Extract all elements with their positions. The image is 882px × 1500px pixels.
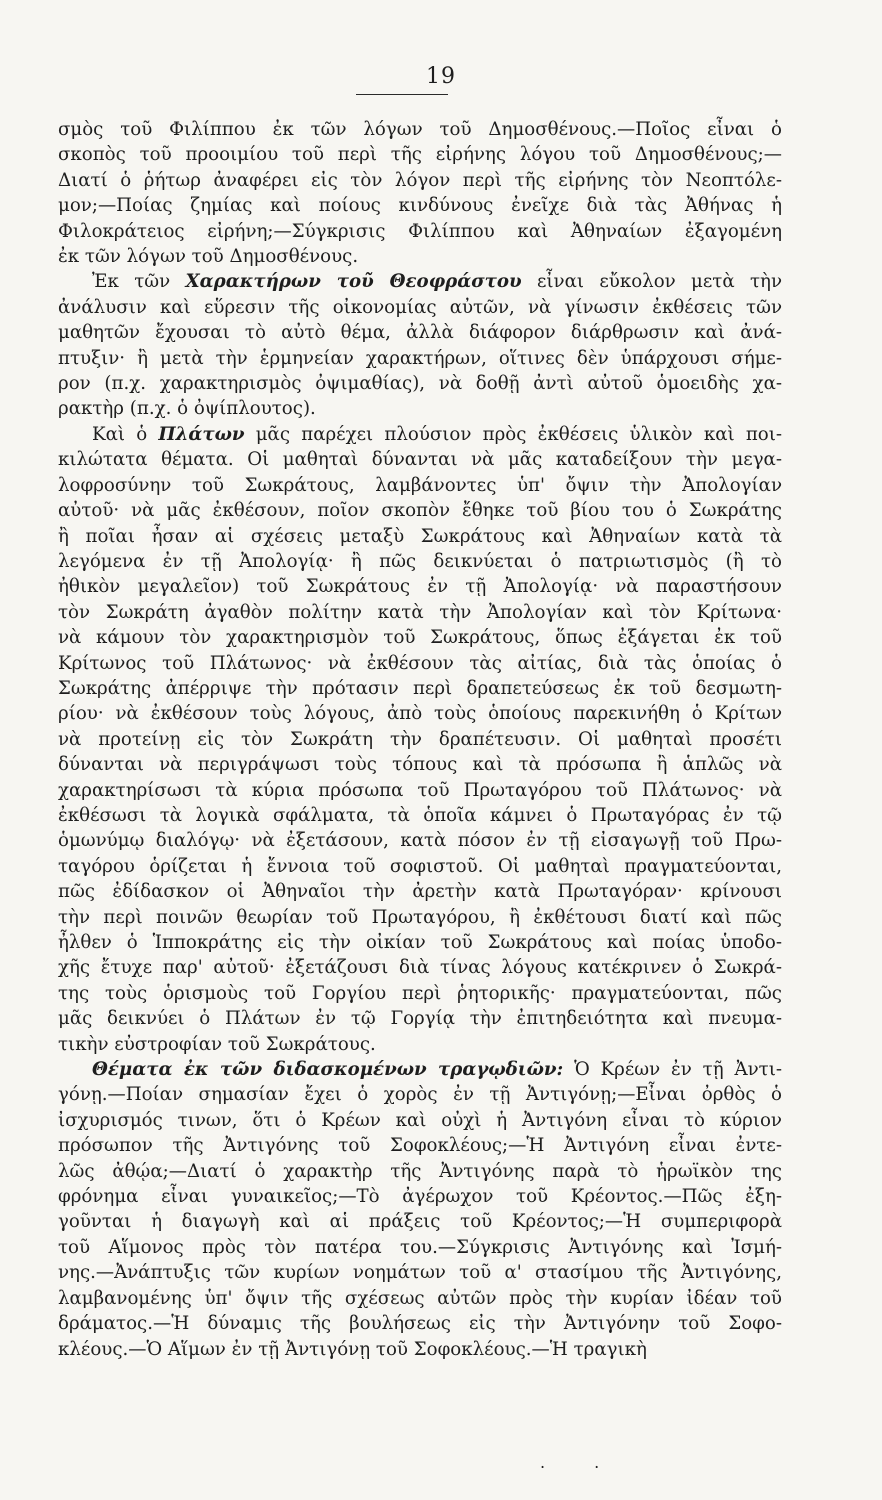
text-segment: της τοὺς ὁρισμοὺς τοῦ Γοργίου περὶ ῥητορικῆς· πραγματεύονται, πῶς bbox=[58, 982, 782, 1004]
paragraph-p2 bbox=[58, 269, 782, 421]
text-segment: αὐτοῦ· νὰ μᾶς ἐκθέσουν, ποῖον σκοπὸν ἔθηκε τοῦ βίου του ὁ Σωκράτης bbox=[58, 500, 782, 522]
text-segment: ταγόρου ὁρίζεται ἡ ἔννοια τοῦ σοφιστοῦ. Οἱ μαθηταὶ πραγματεύονται, bbox=[58, 855, 782, 877]
stray-marks: . . bbox=[540, 1453, 622, 1472]
text-segment: ἢ ποῖαι ἦσαν αἱ σχέσεις μεταξὺ Σωκράτους καὶ Ἀθηναίων κατὰ τὰ bbox=[58, 525, 782, 547]
text-line bbox=[58, 1082, 782, 1107]
text-line bbox=[58, 1311, 782, 1336]
text-segment: ἠθικὸν μεγαλεῖον) τοῦ Σωκράτους ἐν τῇ Ἀπολογίᾳ· νὰ παραστήσουν bbox=[58, 576, 782, 598]
text-segment: τὴν περὶ ποινῶν θεωρίαν τοῦ Πρωταγόρου, ἢ ἐκθέτουσι διατί καὶ πῶς bbox=[58, 906, 782, 928]
text-segment: κιλώτατα θέματα. Οἱ μαθηταὶ δύνανται νὰ μᾶς καταδείξουν τὴν μεγα- bbox=[58, 449, 782, 471]
text-line bbox=[58, 778, 782, 803]
text-segment: δύνανται νὰ περιγράψωσι τοὺς τόπους καὶ τὰ πρόσωπα ἢ ἁπλῶς νὰ bbox=[58, 754, 782, 776]
text-line bbox=[58, 320, 782, 345]
text-segment: σμὸς τοῦ Φιλίππου ἐκ τῶν λόγων τοῦ Δημοσθένους.—Ποῖος εἶναι ὁ bbox=[58, 119, 782, 140]
text-line bbox=[58, 269, 782, 294]
text-line bbox=[58, 600, 782, 625]
text-segment: Διατί ὁ ῥήτωρ ἀναφέρει εἰς τὸν λόγον περὶ τῆς εἰρήνης τὸν Νεοπτόλε- bbox=[58, 169, 782, 191]
text-line bbox=[58, 1184, 782, 1209]
text-segment: Σωκράτης ἀπέρριψε τὴν πρότασιν περὶ δραπετεύσεως ἐκ τοῦ δεσμωτη- bbox=[58, 677, 782, 699]
page-number: 19 bbox=[426, 64, 456, 89]
text-segment: πτυξιν· ἢ μετὰ τὴν ἑρμηνείαν χαρακτήρων, οἵτινες δὲν ὑπάρχουσι σήμε- bbox=[58, 347, 782, 369]
text-line bbox=[58, 1057, 782, 1082]
text-line bbox=[58, 905, 782, 930]
text-segment: ἰσχυρισμός τινων, ὅτι ὁ Κρέων καὶ οὐχὶ ἡ Ἀντιγόνη εἶναι τὸ κύριον bbox=[58, 1109, 782, 1131]
text-segment: εἶναι εὔκολον μετὰ τὴν bbox=[521, 271, 782, 293]
text-line bbox=[58, 1006, 782, 1031]
text-line bbox=[58, 879, 782, 904]
text-line bbox=[58, 803, 782, 828]
text-line bbox=[58, 676, 782, 701]
text-segment: Καὶ ὁ bbox=[92, 423, 159, 445]
text-line bbox=[58, 651, 782, 676]
text-line bbox=[58, 854, 782, 879]
text-line bbox=[58, 981, 782, 1006]
text-segment: σκοπὸς τοῦ προοιμίου τοῦ περὶ τῆς εἰρήνης λόγου τοῦ Δημοσθένους;— bbox=[58, 144, 782, 166]
text-line bbox=[58, 574, 782, 599]
text-segment: γοῦνται ἡ διαγωγὴ καὶ αἱ πράξεις τοῦ Κρέοντος;—Ἡ συμπεριφορὰ bbox=[58, 1211, 782, 1233]
paragraph-p3 bbox=[58, 422, 782, 1057]
text-line bbox=[58, 117, 782, 142]
text-line bbox=[58, 955, 782, 980]
paragraph-p4 bbox=[58, 1057, 782, 1362]
text-segment: κλέους.—Ὁ Αἵμων ἐν τῇ Ἀντιγόνῃ τοῦ Σοφοκλέους.—Ἡ τραγικὴ bbox=[58, 1338, 647, 1360]
text-line bbox=[58, 701, 782, 726]
text-segment: τοῦ Αἵμονος πρὸς τὸν πατέρα του.—Σύγκρισις Ἀντιγόνης καὶ Ἰσμή- bbox=[58, 1236, 782, 1258]
text-segment: ὁμωνύμῳ διαλόγῳ· νὰ ἐξετάσουν, κατὰ πόσον ἐν τῇ εἰσαγωγῇ τοῦ Πρω- bbox=[58, 830, 782, 852]
text-segment: μον;—Ποίας ζημίας καὶ ποίους κινδύνους ἐνεῖχε διὰ τὰς Ἀθήνας ἡ bbox=[58, 195, 782, 217]
text-segment: πρόσωπον τῆς Ἀντιγόνης τοῦ Σοφοκλέους;—Ἡ Ἀντιγόνη εἶναι ἐντε- bbox=[58, 1135, 782, 1157]
text-segment: Ἐκ τῶν bbox=[92, 271, 186, 293]
text-line bbox=[58, 1260, 782, 1285]
text-line bbox=[58, 752, 782, 777]
text-segment: νὰ κάμουν τὸν χαρακτηρισμὸν τοῦ Σωκράτους, ὅπως ἐξάγεται ἐκ τοῦ bbox=[58, 627, 782, 649]
text-line bbox=[58, 422, 782, 447]
text-segment: λῶς ἀθῴα;—Διατί ὁ χαρακτὴρ τῆς Ἀντιγόνης παρὰ τὸ ἡρωϊκὸν της bbox=[58, 1160, 782, 1182]
paragraph-p1 bbox=[58, 117, 782, 269]
emphasized-text: Θέματα ἐκ τῶν διδασκομένων τραγῳδιῶν: bbox=[92, 1059, 564, 1081]
text-line bbox=[58, 498, 782, 523]
body-text bbox=[58, 117, 782, 1362]
text-line bbox=[58, 371, 782, 396]
text-segment: χῆς ἔτυχε παρ' αὐτοῦ· ἐξετάζουσι διὰ τίνας λόγους κατέκρινεν ὁ Σωκρά- bbox=[58, 957, 782, 979]
text-line bbox=[58, 244, 782, 269]
text-line bbox=[58, 168, 782, 193]
header-rule bbox=[356, 94, 448, 95]
text-segment: δράματος.—Ἡ δύναμις τῆς βουλήσεως εἰς τὴν Ἀντιγόνην τοῦ Σοφο- bbox=[58, 1313, 782, 1335]
text-segment: Κρίτωνος τοῦ Πλάτωνος· νὰ ἐκθέσουν τὰς αἰτίας, διὰ τὰς ὁποίας ὁ bbox=[58, 652, 782, 674]
text-line bbox=[58, 142, 782, 167]
text-line bbox=[58, 828, 782, 853]
text-segment: μαθητῶν ἔχουσαι τὸ αὐτὸ θέμα, ἀλλὰ διάφορον διάρθρωσιν καὶ ἀνά- bbox=[58, 322, 782, 344]
text-segment: ρίου· νὰ ἐκθέσουν τοὺς λόγους, ἀπὸ τοὺς ὁποίους παρεκινήθη ὁ Κρίτων bbox=[58, 703, 782, 725]
text-segment: γόνῃ.—Ποίαν σημασίαν ἔχει ὁ χορὸς ἐν τῇ Ἀντιγόνῃ;—Εἶναι ὀρθὸς ὁ bbox=[58, 1084, 782, 1106]
text-segment: ρακτὴρ (π.χ. ὁ ὀψίπλουτος). bbox=[58, 398, 316, 420]
text-line bbox=[58, 1286, 782, 1311]
text-segment: Φιλοκράτειος εἰρήνη;—Σύγκρισις Φιλίππου καὶ Ἀθηναίων ἐξαγομένη bbox=[58, 220, 782, 242]
text-line bbox=[58, 219, 782, 244]
text-segment: νὰ προτείνῃ εἰς τὸν Σωκράτη τὴν δραπέτευσιν. Οἱ μαθηταὶ προσέτι bbox=[58, 728, 782, 750]
text-segment: τικὴν εὐστροφίαν τοῦ Σωκράτους. bbox=[58, 1033, 376, 1055]
text-line bbox=[58, 1337, 782, 1362]
text-segment: λαμβανομένης ὑπ' ὄψιν τῆς σχέσεως αὐτῶν πρὸς τὴν κυρίαν ἰδέαν τοῦ bbox=[58, 1287, 782, 1309]
text-line bbox=[58, 1133, 782, 1158]
text-segment: ρον (π.χ. χαρακτηρισμὸς ὀψιμαθίας), νὰ δοθῇ ἀντὶ αὐτοῦ ὁμοειδὴς χα- bbox=[58, 373, 782, 395]
text-segment: φρόνημα εἶναι γυναικεῖος;—Τὸ ἀγέρωχον τοῦ Κρέοντος.—Πῶς ἐξη- bbox=[58, 1186, 782, 1208]
text-segment: ἐκθέσωσι τὰ λογικὰ σφάλματα, τὰ ὁποῖα κάμνει ὁ Πρωταγόρας ἐν τῷ bbox=[58, 804, 782, 826]
text-segment: ἀνάλυσιν καὶ εὕρεσιν τῆς οἰκονομίας αὐτῶν, νὰ γίνωσιν ἐκθέσεις τῶν bbox=[58, 296, 782, 318]
text-line bbox=[58, 930, 782, 955]
text-line bbox=[58, 727, 782, 752]
text-line bbox=[58, 447, 782, 472]
text-segment: τὸν Σωκράτη ἀγαθὸν πολίτην κατὰ τὴν Ἀπολογίαν καὶ τὸν Κρίτωνα· bbox=[58, 601, 782, 623]
text-segment: χαρακτηρίσωσι τὰ κύρια πρόσωπα τοῦ Πρωταγόρου τοῦ Πλάτωνος· νὰ bbox=[58, 779, 782, 801]
text-segment: λεγόμενα ἐν τῇ Ἀπολογίᾳ· ἢ πῶς δεικνύεται ὁ πατριωτισμὸς (ἢ τὸ bbox=[58, 550, 782, 572]
text-line bbox=[58, 396, 782, 421]
text-line bbox=[58, 1235, 782, 1260]
text-line bbox=[58, 1159, 782, 1184]
text-segment: νης.—Ἀνάπτυξις τῶν κυρίων νοημάτων τοῦ α' στασίμου τῆς Ἀντιγόνης, bbox=[58, 1262, 782, 1284]
text-segment: μᾶς παρέχει πλούσιον πρὸς ἐκθέσεις ὑλικὸν καὶ ποι- bbox=[244, 423, 783, 445]
text-segment: λοφροσύνην τοῦ Σωκράτους, λαμβάνοντες ὑπ' ὄψιν τὴν Ἀπολογίαν bbox=[58, 474, 782, 496]
text-line bbox=[58, 1209, 782, 1234]
text-line bbox=[58, 473, 782, 498]
text-segment: ἦλθεν ὁ Ἱπποκράτης εἰς τὴν οἰκίαν τοῦ Σωκράτους καὶ ποίας ὑποδο- bbox=[58, 932, 782, 953]
text-segment: Ὁ Κρέων ἐν τῇ Ἀντι- bbox=[563, 1059, 782, 1081]
text-line bbox=[58, 524, 782, 549]
text-line bbox=[58, 295, 782, 320]
text-segment: πῶς ἐδίδασκον οἱ Ἀθηναῖοι τὴν ἀρετὴν κατὰ Πρωταγόραν· κρίνουσι bbox=[58, 881, 782, 903]
text-line bbox=[58, 1032, 782, 1057]
text-line bbox=[58, 346, 782, 371]
text-line bbox=[58, 625, 782, 650]
text-line bbox=[58, 1108, 782, 1133]
emphasized-text: Πλάτων bbox=[158, 423, 245, 445]
text-segment: μᾶς δεικνύει ὁ Πλάτων ἐν τῷ Γοργίᾳ τὴν ἐπιτηδειότητα καὶ πνευμα- bbox=[58, 1008, 782, 1030]
text-line bbox=[58, 193, 782, 218]
emphasized-text: Χαρακτήρων τοῦ Θεοφράστου bbox=[185, 271, 522, 293]
text-line bbox=[58, 549, 782, 574]
text-segment: ἐκ τῶν λόγων τοῦ Δημοσθένους. bbox=[58, 246, 359, 268]
